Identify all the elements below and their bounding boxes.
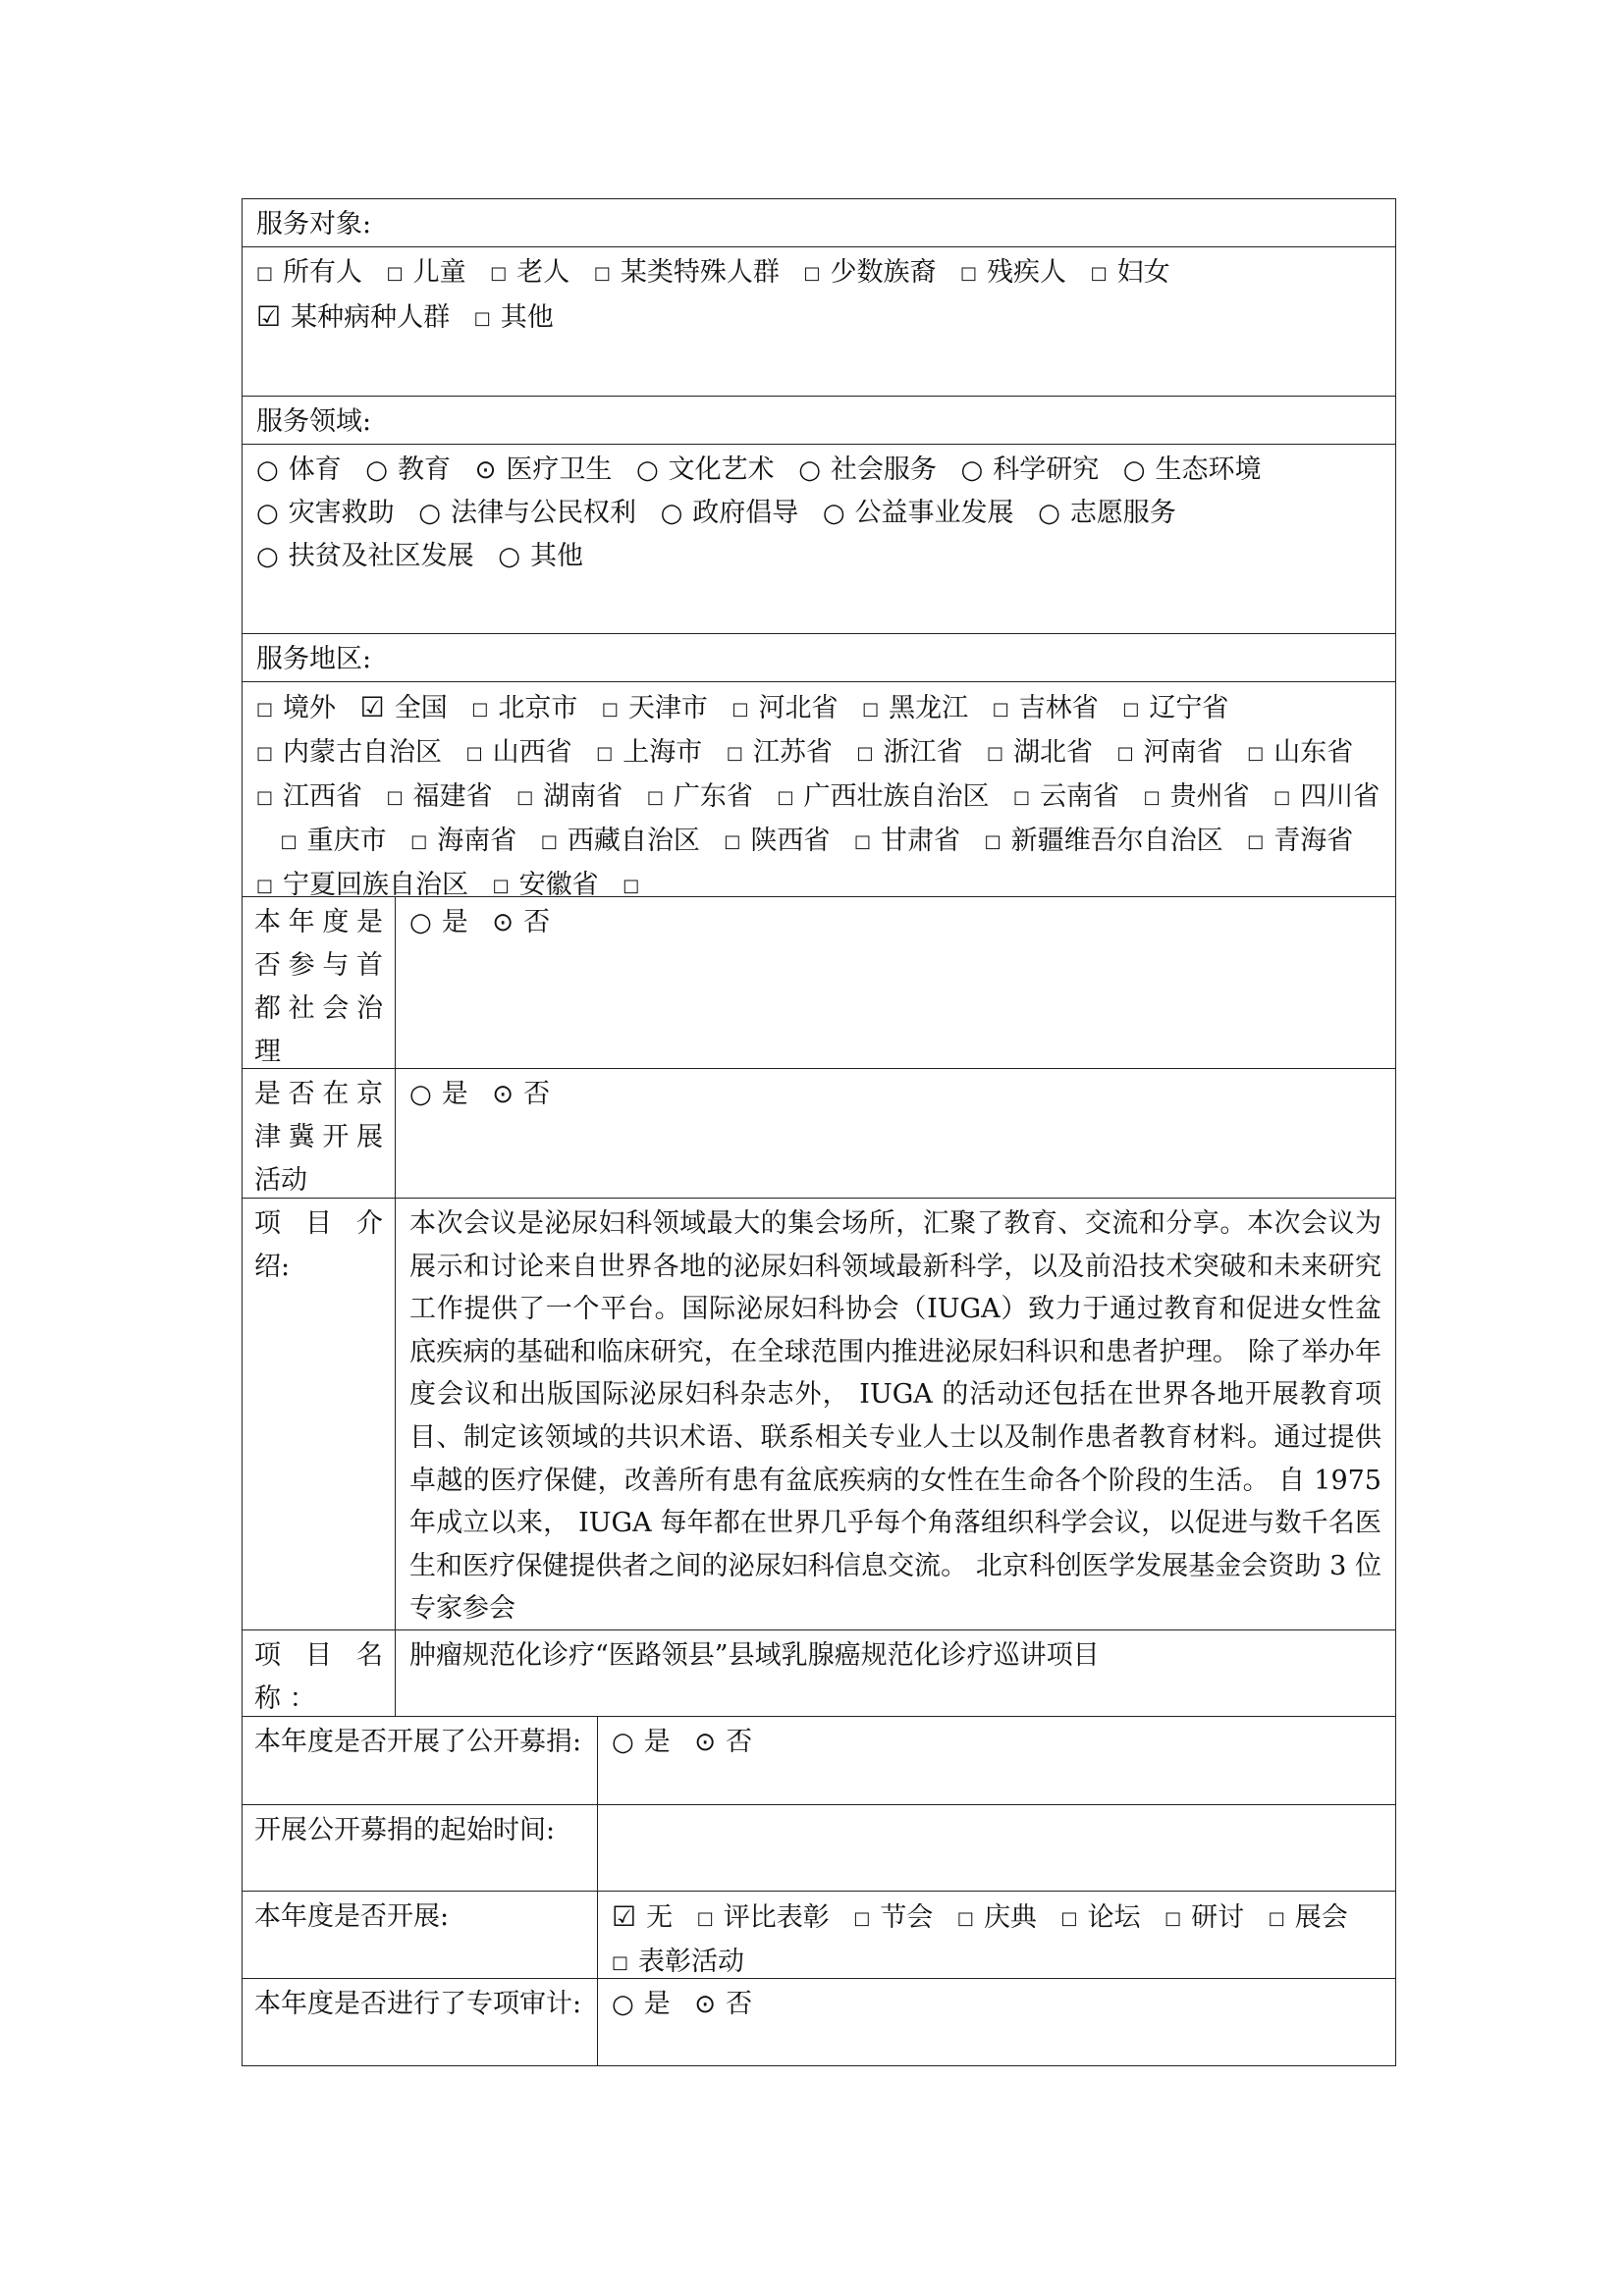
radio-icon[interactable]: ○ (660, 499, 683, 528)
checkbox-icon[interactable]: □ (280, 831, 298, 852)
checkbox-option[interactable] (256, 693, 336, 723)
option-label: 否 (523, 1079, 551, 1109)
checkbox-icon[interactable]: □ (465, 743, 483, 764)
checkbox-icon[interactable]: □ (1013, 787, 1031, 808)
radio-option[interactable] (475, 454, 613, 485)
checkbox-option[interactable] (594, 257, 780, 288)
checkbox-option[interactable] (596, 737, 702, 768)
service-target-header-row (243, 199, 1395, 247)
option-label: 其他 (500, 302, 554, 333)
option-label: 残疾人 (987, 257, 1067, 288)
checkbox-icon[interactable]: □ (1090, 263, 1108, 284)
radio-option[interactable] (612, 1727, 671, 1757)
option-label: 山东省 (1273, 737, 1354, 768)
project-intro-row (243, 1199, 1395, 1630)
project-name-label: 项 目 名 称 ： (243, 1630, 396, 1716)
radio-option[interactable] (498, 541, 583, 571)
option-label: 其他 (529, 541, 583, 571)
checkbox-option[interactable] (256, 781, 362, 812)
radio-option[interactable] (961, 454, 1100, 485)
checkbox-icon[interactable]: □ (960, 263, 978, 284)
radio-selected-icon[interactable]: ⊙ (492, 1080, 514, 1109)
checkbox-option[interactable] (862, 693, 968, 723)
option-label: 全国 (394, 693, 448, 723)
capital-governance-row (243, 897, 1395, 1069)
checkbox-icon[interactable]: □ (862, 699, 880, 720)
checkbox-icon[interactable]: □ (853, 1908, 871, 1929)
checkbox-icon[interactable]: □ (1122, 699, 1140, 720)
radio-option[interactable] (492, 907, 550, 937)
project-name-value: 肿瘤规范化诊疗“医路领县”县域乳腺癌规范化诊疗巡讲项目 (409, 1640, 1100, 1671)
service-field-title: 服务领域: (256, 406, 372, 437)
option-label: 是 (441, 1079, 468, 1109)
checkbox-option[interactable] (471, 693, 577, 723)
option-label: 广西壮族自治区 (803, 781, 990, 812)
checkbox-icon[interactable]: □ (490, 263, 508, 284)
radio-icon[interactable]: ○ (635, 455, 659, 485)
option-label: 法律与公民权利 (450, 498, 636, 528)
checkbox-option[interactable] (987, 737, 1093, 768)
checked-box-icon[interactable]: ☑ (612, 1900, 637, 1933)
checkbox-option[interactable] (1117, 737, 1223, 768)
checkbox-icon[interactable]: □ (854, 831, 872, 852)
radio-option[interactable] (492, 1079, 550, 1109)
checkbox-option[interactable] (777, 781, 989, 812)
checkbox-option[interactable] (256, 737, 442, 768)
checkbox-icon[interactable]: □ (1143, 787, 1161, 808)
checked-box-icon[interactable]: ☑ (256, 300, 282, 333)
radio-icon[interactable]: ○ (1122, 455, 1146, 485)
checkbox-option[interactable] (612, 1947, 744, 1977)
radio-icon[interactable]: ○ (365, 455, 388, 485)
checkbox-icon[interactable]: □ (492, 876, 510, 896)
service-region-header-row (243, 634, 1395, 682)
option-label: 上海市 (623, 737, 703, 768)
checkbox-option[interactable] (516, 781, 623, 812)
checkbox-option[interactable] (493, 870, 599, 900)
option-label: 庆典 (983, 1902, 1037, 1933)
checkbox-option[interactable] (724, 826, 830, 856)
checkbox-icon[interactable]: □ (726, 743, 743, 764)
checkbox-icon[interactable]: □ (1116, 743, 1134, 764)
checkbox-icon[interactable]: □ (1247, 831, 1265, 852)
checkbox-option[interactable] (1247, 826, 1353, 856)
option-label: 少数族裔 (830, 257, 937, 288)
option-label: 否 (726, 1727, 753, 1757)
radio-option[interactable] (612, 1989, 671, 2019)
jingjinji-row (243, 1069, 1395, 1199)
radio-option[interactable] (1038, 498, 1176, 528)
radio-option[interactable] (256, 454, 342, 485)
jingjinji-options (396, 1069, 1395, 1198)
option-label: 陕西省 (750, 826, 831, 856)
checkbox-icon[interactable]: □ (956, 1908, 974, 1929)
radio-option[interactable] (1123, 454, 1262, 485)
checkbox-option[interactable] (1013, 781, 1119, 812)
option-label: 教育 (397, 454, 451, 485)
radio-icon[interactable]: ○ (1038, 499, 1060, 528)
option-label: 公益事业发展 (854, 498, 1014, 528)
checkbox-icon[interactable]: □ (256, 743, 274, 764)
fundraising-start-value[interactable] (598, 1805, 1395, 1891)
radio-icon[interactable]: ○ (498, 542, 520, 571)
option-label: 内蒙古自治区 (283, 737, 443, 768)
checkbox-icon[interactable]: □ (256, 263, 274, 284)
checkbox-option[interactable] (256, 870, 468, 900)
option-label: 是 (643, 1989, 671, 2019)
checkbox-icon[interactable]: □ (1060, 1908, 1078, 1929)
radio-option[interactable] (365, 454, 451, 485)
radio-icon[interactable]: ○ (256, 455, 279, 485)
checkbox-icon[interactable]: □ (623, 876, 640, 896)
radio-option[interactable] (256, 541, 474, 571)
option-label: 扶贫及社区发展 (288, 541, 474, 571)
checkbox-option[interactable] (732, 693, 839, 723)
option-label: 浙江省 (883, 737, 963, 768)
checkbox-icon[interactable]: □ (646, 787, 664, 808)
checkbox-option[interactable] (993, 693, 1099, 723)
option-label: 云南省 (1040, 781, 1120, 812)
option-label: 生态环境 (1155, 454, 1262, 485)
special-audit-label: 本年度是否进行了专项审计: (243, 1979, 598, 2065)
service-target-options-row (243, 247, 1395, 397)
radio-icon[interactable]: ○ (798, 455, 821, 485)
radio-selected-icon[interactable]: ⊙ (474, 455, 497, 485)
checkbox-icon[interactable]: □ (473, 308, 491, 329)
option-label: 河北省 (758, 693, 839, 723)
radio-icon[interactable]: ○ (822, 499, 845, 528)
checkbox-option[interactable] (410, 826, 516, 856)
capital-governance-options (396, 897, 1395, 1068)
public-fundraising-options (598, 1717, 1395, 1804)
checkbox-icon[interactable]: □ (696, 1908, 714, 1929)
checkbox-icon[interactable]: □ (540, 831, 558, 852)
option-label: 西藏自治区 (567, 826, 700, 856)
activities-label: 本年度是否开展: (243, 1892, 598, 1978)
radio-icon[interactable]: ○ (409, 1080, 432, 1109)
option-label: 否 (523, 907, 551, 937)
checkbox-option[interactable] (1122, 693, 1228, 723)
checked-box-icon[interactable]: ☑ (359, 691, 385, 723)
checkbox-icon[interactable]: □ (596, 743, 614, 764)
checkbox-option[interactable] (853, 1902, 933, 1933)
checkbox-option[interactable] (727, 737, 833, 768)
checkbox-option[interactable] (1061, 1902, 1141, 1933)
checkbox-icon[interactable]: □ (516, 787, 534, 808)
checkbox-icon[interactable]: □ (984, 831, 1001, 852)
service-target-title: 服务对象: (256, 209, 372, 240)
option-label: 贵州省 (1169, 781, 1250, 812)
option-label: 社会服务 (830, 454, 937, 485)
checkbox-option[interactable] (647, 781, 753, 812)
option-label: 老人 (516, 257, 570, 288)
checkbox-option[interactable] (541, 826, 700, 856)
checkbox-icon[interactable]: □ (256, 787, 274, 808)
checkbox-option[interactable] (602, 693, 708, 723)
checkbox-option[interactable] (1269, 1902, 1348, 1933)
checkbox-option[interactable] (854, 826, 960, 856)
option-label: 否 (726, 1989, 753, 2019)
special-audit-row (243, 1979, 1395, 2065)
checkbox-icon[interactable]: □ (1273, 787, 1291, 808)
option-label: 是 (643, 1727, 671, 1757)
option-label: 福建省 (412, 781, 493, 812)
option-label: 河南省 (1143, 737, 1223, 768)
checkbox-icon[interactable]: □ (410, 831, 428, 852)
option-label: 北京市 (498, 693, 578, 723)
option-label: 是 (441, 907, 468, 937)
checkbox-icon[interactable]: □ (386, 263, 404, 284)
checkbox-option[interactable] (623, 870, 649, 900)
option-label: 甘肃省 (881, 826, 961, 856)
radio-icon[interactable]: ○ (256, 499, 279, 528)
radio-option[interactable] (798, 454, 937, 485)
checkbox-icon[interactable]: □ (856, 743, 874, 764)
option-label: 湖南省 (543, 781, 623, 812)
public-fundraising-label: 本年度是否开展了公开募捐: (243, 1717, 598, 1804)
checkbox-option[interactable] (1273, 781, 1380, 812)
radio-icon[interactable]: ○ (960, 455, 984, 485)
radio-option[interactable] (256, 498, 395, 528)
special-audit-options (598, 1979, 1395, 2065)
radio-option[interactable] (694, 1727, 752, 1757)
radio-icon[interactable]: ○ (409, 908, 432, 937)
option-label: 医疗卫生 (506, 454, 613, 485)
checkbox-option[interactable] (387, 257, 466, 288)
option-label: 广东省 (673, 781, 753, 812)
checkbox-icon[interactable]: □ (731, 699, 749, 720)
service-region-options-row (243, 682, 1395, 900)
project-intro-text: 本次会议是泌尿妇科领域最大的集会场所，汇聚了教育、交流和分享。本次会议为展示和讨论来自世界各地的泌尿妇科领域最新科学，以及前沿技术突破和未来研究工作提供了一个平台。国际泌尿妇科协会（IUGA）致力于通过教育和促进女性盆底疾病的基础和临床研究，在全球范围内推进泌尿妇科识和患者护理。 除了举办年度会议和出版国际泌尿妇科杂志外， IUGA 的活动还包括在世界各地开展教育项目、制定该领域的共识术语、联系相关专业人士以及制作患者教育材料。通过提供卓越的医疗保健，改善所有患有盆底疾病的女性在生命各个阶段的生活。 自 1975 年成立以来， IUGA 每年都在世界几乎每个角落组织科学会议，以促进与数千名医生和医疗保健提供者之间的泌尿妇科信息交流。 北京科创医学发展基金会资助 3 位专家参会 (409, 1208, 1381, 1625)
checkbox-icon[interactable]: □ (1247, 743, 1265, 764)
option-label: 辽宁省 (1149, 693, 1229, 723)
service-field-options-row (243, 445, 1395, 634)
checkbox-icon[interactable]: □ (992, 699, 1009, 720)
option-label: 科学研究 (993, 454, 1100, 485)
fundraising-start-label: 开展公开募捐的起始时间: (243, 1805, 598, 1891)
project-info-form (242, 198, 1396, 2066)
option-label: 黑龙江 (889, 693, 969, 723)
checkbox-option[interactable] (360, 693, 448, 723)
option-label: 某类特殊人群 (620, 257, 780, 288)
option-label: 研讨 (1191, 1902, 1245, 1933)
radio-icon[interactable]: ○ (256, 542, 279, 571)
activities-row (243, 1892, 1395, 1979)
checkbox-icon[interactable]: □ (386, 787, 404, 808)
checkbox-option[interactable] (281, 826, 387, 856)
option-label: 江西省 (283, 781, 363, 812)
checkbox-option[interactable] (256, 257, 362, 288)
option-label: 体育 (288, 454, 342, 485)
option-label: 境外 (283, 693, 337, 723)
option-label: 吉林省 (1018, 693, 1099, 723)
radio-icon[interactable]: ○ (612, 1990, 634, 2019)
option-label: 宁夏回族自治区 (283, 870, 469, 900)
capital-governance-label: 本年度是否参与首都社会治理 (243, 897, 396, 1068)
option-label: 青海省 (1273, 826, 1354, 856)
checkbox-icon[interactable]: □ (256, 699, 274, 720)
checkbox-icon[interactable]: □ (612, 1952, 629, 1973)
checkbox-icon[interactable]: □ (471, 699, 489, 720)
checkbox-icon[interactable]: □ (593, 263, 611, 284)
checkbox-option[interactable] (466, 737, 572, 768)
checkbox-option[interactable] (697, 1902, 830, 1933)
option-label: 评比表彰 (723, 1902, 830, 1933)
option-label: 文化艺术 (668, 454, 775, 485)
option-label: 江苏省 (752, 737, 833, 768)
checkbox-icon[interactable]: □ (803, 263, 821, 284)
checkbox-icon[interactable]: □ (601, 699, 619, 720)
option-label: 所有人 (283, 257, 363, 288)
checkbox-option[interactable] (957, 1902, 1037, 1933)
radio-selected-icon[interactable]: ⊙ (492, 908, 514, 937)
jingjinji-label: 是否在京津冀开展活动 (243, 1069, 396, 1198)
option-label: 某种病种人群 (291, 302, 451, 333)
checkbox-option[interactable] (1164, 1902, 1244, 1933)
radio-option[interactable] (409, 1079, 468, 1109)
fundraising-start-row (243, 1805, 1395, 1892)
option-label: 四川省 (1300, 781, 1380, 812)
radio-icon[interactable]: ○ (418, 499, 441, 528)
project-name-row (243, 1630, 1395, 1717)
option-label: 重庆市 (306, 826, 387, 856)
checkbox-option[interactable] (612, 1902, 673, 1933)
option-label: 湖北省 (1013, 737, 1094, 768)
option-label: 海南省 (437, 826, 517, 856)
checkbox-option[interactable] (1247, 737, 1353, 768)
service-region-options (243, 682, 1395, 900)
radio-option[interactable] (409, 907, 468, 937)
option-label: 山西省 (492, 737, 572, 768)
option-label: 表彰活动 (638, 1947, 745, 1977)
option-label: 无 (646, 1902, 674, 1933)
checkbox-icon[interactable]: □ (724, 831, 741, 852)
checkbox-option[interactable] (256, 302, 450, 333)
activities-options (598, 1892, 1395, 1978)
checkbox-option[interactable] (490, 257, 569, 288)
option-label: 妇女 (1116, 257, 1170, 288)
checkbox-icon[interactable]: □ (256, 876, 274, 896)
option-label: 论坛 (1087, 1902, 1141, 1933)
radio-option[interactable] (694, 1989, 752, 2019)
checkbox-icon[interactable]: □ (777, 787, 794, 808)
checkbox-option[interactable] (985, 826, 1223, 856)
radio-selected-icon[interactable]: ⊙ (694, 1728, 717, 1757)
checkbox-icon[interactable]: □ (1268, 1908, 1285, 1929)
radio-option[interactable] (661, 498, 799, 528)
checkbox-icon[interactable]: □ (987, 743, 1004, 764)
checkbox-option[interactable] (1091, 257, 1170, 288)
project-intro-label: 项 目 介 绍: (243, 1199, 396, 1629)
checkbox-option[interactable] (960, 257, 1066, 288)
radio-selected-icon[interactable]: ⊙ (694, 1990, 717, 2019)
option-label: 志愿服务 (1069, 498, 1176, 528)
option-label: 节会 (880, 1902, 934, 1933)
radio-icon[interactable]: ○ (612, 1728, 634, 1757)
option-label: 政府倡导 (692, 498, 799, 528)
service-field-header-row (243, 397, 1395, 445)
option-label: 新疆维吾尔自治区 (1010, 826, 1223, 856)
radio-option[interactable] (636, 454, 775, 485)
checkbox-option[interactable] (856, 737, 962, 768)
option-label: 儿童 (412, 257, 466, 288)
service-region-title: 服务地区: (256, 644, 372, 674)
option-label: 安徽省 (518, 870, 599, 900)
option-label: 展会 (1294, 1902, 1348, 1933)
radio-option[interactable] (823, 498, 1014, 528)
checkbox-option[interactable] (387, 781, 493, 812)
radio-option[interactable] (418, 498, 636, 528)
checkbox-icon[interactable]: □ (1164, 1908, 1182, 1929)
checkbox-option[interactable] (474, 302, 554, 333)
option-label: 灾害救助 (288, 498, 395, 528)
service-field-options (243, 445, 1395, 633)
checkbox-option[interactable] (803, 257, 936, 288)
service-target-options (243, 247, 1395, 396)
option-label: 天津市 (627, 693, 708, 723)
checkbox-option[interactable] (1144, 781, 1250, 812)
public-fundraising-row (243, 1717, 1395, 1805)
